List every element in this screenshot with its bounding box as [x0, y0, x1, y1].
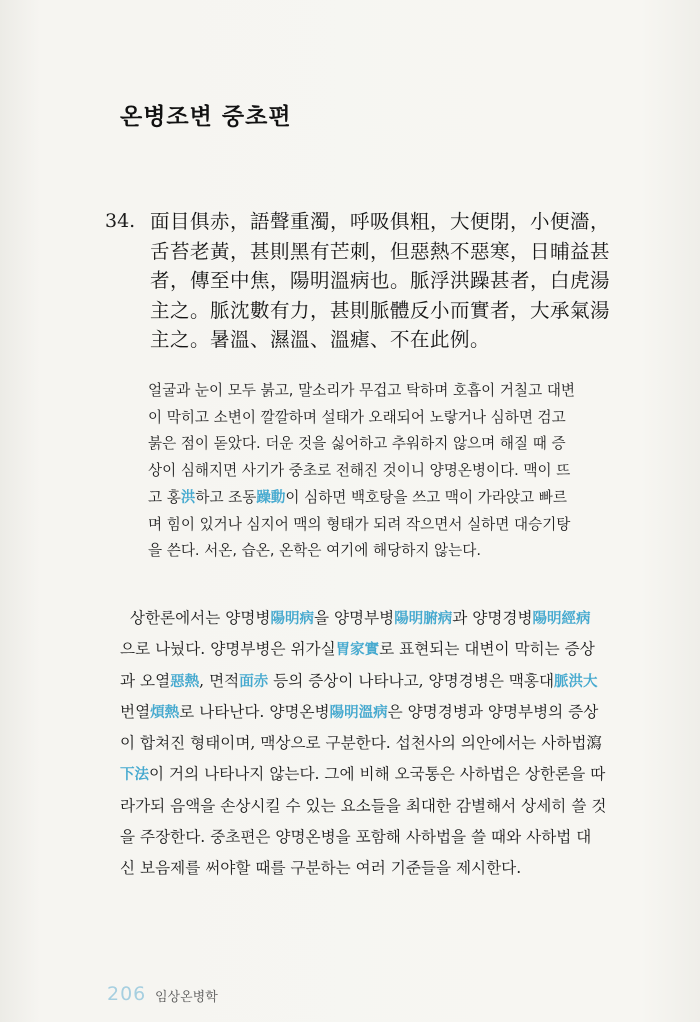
commentary-line	[120, 697, 695, 728]
commentary-text: 이 거의 나타나지 않는다. 그에 비해 오국통은 사하법은 상한론을 따	[149, 765, 606, 784]
hanja-annotation: 洪	[180, 489, 196, 506]
running-book-title: 임상온병학	[155, 990, 218, 1005]
hanja-annotation: 煩熱	[150, 703, 180, 721]
translation-line: 며 힘이 있거나 심지어 맥의 형태가 되려 작으면서 실하면 대승기탕	[148, 515, 571, 533]
hanja-annotation: 下法	[120, 766, 149, 784]
commentary-line	[120, 666, 695, 697]
commentary-line	[120, 759, 695, 790]
commentary-text: 을 양명부병	[313, 609, 395, 627]
commentary-line: 라가되 음액을 손상시킬 수 있는 요소들을 최대한 감별해서 상세히 쓸 것	[120, 796, 607, 815]
page-number: 206	[107, 983, 147, 1005]
commentary-line: 신 보음제를 써야할 때를 구분하는 여러 기준들을 제시한다.	[120, 859, 522, 878]
translation-line	[148, 485, 618, 512]
hanja-annotation: 惡熱	[170, 672, 200, 690]
translation-line: 이 막히고 소변이 깔깔하며 설태가 오래되어 노랗거나 심하면 검고	[148, 408, 566, 426]
translation-text: 하고 조동	[195, 488, 257, 506]
classic-line: 主之。脈沈數有力，甚則脈體反小而實者，大承氣湯	[150, 298, 611, 322]
translation-line: 붉은 점이 돋았다. 더운 것을 싫어하고 추워하지 않으며 해질 때 증	[148, 435, 566, 453]
translation-line: 상이 심해지면 사기가 중초로 전해진 것이니 양명온병이다. 맥이 뜨	[148, 462, 571, 480]
hanja-annotation: 陽明經病	[532, 610, 591, 627]
classic-line: 主之。暑溫、濕溫、溫瘧、不在此例。	[150, 328, 491, 351]
translation-line: 을 쓴다. 서온, 습온, 온학은 여기에 해당하지 않는다.	[148, 542, 481, 560]
hanja-annotation: 面赤	[239, 672, 269, 690]
commentary-text: 은 양명경병과 양명부병의 증상	[387, 702, 599, 721]
commentary-line	[120, 603, 695, 634]
classic-line: 面目俱赤，語聲重濁，呼吸俱粗，大便閉，小便濇，	[150, 210, 611, 233]
commentary-line	[120, 634, 695, 665]
section-title: 온병조변 중초편	[120, 104, 292, 130]
commentary-text: 상한론에서는 양명병	[129, 609, 271, 627]
translation-line: 얼굴과 눈이 모두 붉고, 말소리가 무겁고 탁하며 호흡이 거칠고 대변	[148, 382, 576, 399]
hanja-annotation: 陽明病	[270, 610, 314, 627]
article-number: 34.	[105, 210, 136, 232]
commentary-text: , 면적	[199, 671, 240, 690]
translation-paragraph	[148, 378, 618, 565]
hanja-annotation: 胃家實	[335, 641, 380, 659]
commentary-line: 이 합쳐진 형태이며, 맥상으로 구분한다. 섭천사의 의안에서는 사하법瀉	[120, 734, 602, 753]
commentary-line: 을 주장한다. 중초편은 양명온병을 포함해 사하법을 쓸 때와 사하법 대	[120, 828, 592, 847]
classic-line: 者，傳至中焦，陽明溫病也。脈浮洪躁甚者，白虎湯	[150, 269, 611, 292]
commentary-text: 로 나타난다. 양명온병	[179, 702, 330, 721]
commentary-text: 등의 증상이 나타나고, 양명경병은 맥홍대	[268, 671, 555, 690]
commentary-text: 로 표현되는 대변이 막히는 증상	[379, 640, 595, 659]
translation-text: 이 심하면 백호탕을 쓰고 맥이 가라앉고 빠르	[285, 488, 567, 506]
translation-text: 고 홍	[148, 488, 181, 506]
hanja-annotation: 陽明溫病	[329, 703, 388, 721]
classic-line: 舌苔老黃，甚則黑有芒刺，但惡熱不惡寒，日晡益甚	[150, 239, 611, 263]
commentary-text: 번열	[120, 702, 151, 721]
commentary-text: 과 오열	[120, 671, 171, 690]
commentary-paragraph	[120, 603, 695, 885]
commentary-text: 과 양명경병	[452, 609, 533, 627]
hanja-annotation: 脈洪大	[554, 672, 598, 690]
commentary-text: 으로 나눴다. 양명부병은 위가실	[120, 640, 336, 659]
hanja-annotation: 陽明腑病	[394, 610, 453, 627]
classic-text-lines	[150, 207, 670, 355]
hanja-annotation: 躁動	[256, 489, 286, 506]
